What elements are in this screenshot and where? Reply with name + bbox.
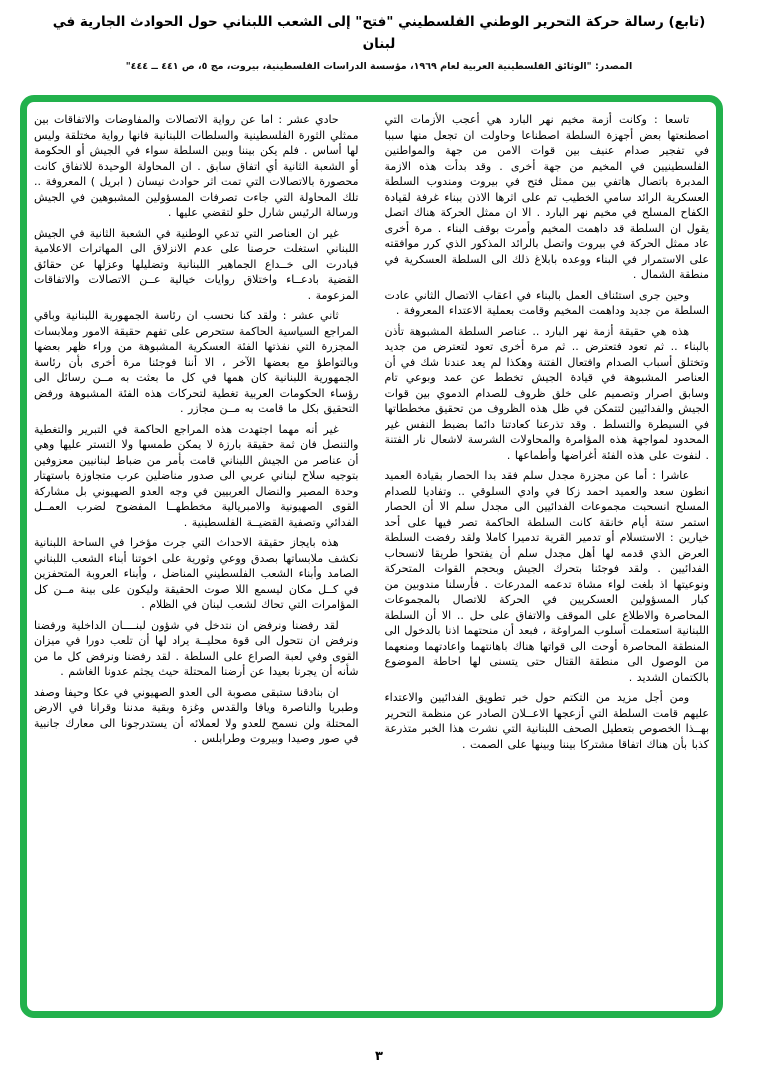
paragraph: هذه هي حقيقة أزمة نهر البارد .. عناصر السلطة المشبوهة تأذن بالبناء .. ثم تعود فتعترض .. ثم مرة أخرى تعود لتعترض من جديد وتختلق أسباب الصدام وافتعال الفتنة وهكذا لم يعد عندنا شك في أن العناصر المشبوهة في قيادة الجيش تخطط عن عمد وبوعي تام وسابق اصرار وتصميم على خلق ظروف للصدام الدموي بين قوات الجيش والفدائيين لتتمكن في ظل هذه الظروف من تحقيق مخططاتها في السيطرة والتسلط . وقد تذرعنا كعادتنا دائما بضبط النفس غير المحدود لمواجهة هذه المؤامرة والمحاولات الشرسة لاشعال نار الفتنة . لنفوت على هذه الفئة أغراضها وأطماعها . <box>384 324 709 462</box>
paragraph: غير ان العناصر التي تدعي الوطنية في الشعبة الثانية في الجيش اللبناني استغلت حرصنا على عدم الانزلاق الى المهاترات الاعلامية فبادرت الى خــداع الجماهير اللبنانية وتضليلها وعزلها عن حقائق القضية بادعــاء واختلاق روايات خيالية عــن الاتصالات والاتفاقات المزعومة . <box>34 226 359 302</box>
document-title: (تابع) رسالة حركة التحرير الوطني الفلسطيني "فتح" إلى الشعب اللبناني حول الحوادث الجارية في لبنان <box>52 14 706 52</box>
text-columns <box>34 112 709 1002</box>
document-source: المصدر: "الوثائق الفلسطينية العربية لعام ١٩٦٩، مؤسسة الدراسات الفلسطينية، بيروت، مج ٥، ص ٤٤١ ــ ٤٤٤" <box>125 61 633 73</box>
page-number: ٣ <box>375 1049 383 1064</box>
paragraph: لقد رفضنا ونرفض ان نتدخل في شؤون لبنــــان الداخلية ورفضنا ونرفض ان نتحول الى قوة محليــة يراد لها أن تلعب دورا في ميزان القوى وفي لعبة الصراع على السلطة . لقد رفضنا ونرفض كل ما من شأنه أن يجرنا بعيدا عن أرضنا المحتلة حيث يجثم عدونا الغاشم . <box>34 618 359 678</box>
column-left <box>34 112 359 1002</box>
paragraph: ثاني عشر : ولقد كنا نحسب ان رئاسة الجمهورية اللبنانية وباقي المراجع السياسية الحاكمة ستحرص على تفهم حقيقة الامور وملابسات المجزرة التي نفذتها الفئة العسكرية المشبوهة من وراء ظهر بعضها وبالتواطؤ مع بعضها الآخر ، الا أننا فوجئنا مرة أخرى بأن رئاسة الجمهورية اللبنانية كان همها في كل ما بعثت به مــن رسائل الى رؤساء الحكومات العربية تغطية لتحركات هذه الفئة المشبوهة ورفض التحقيق بكل ما قامت به مــن مجازر . <box>34 309 359 415</box>
paragraph: حادي عشر : اما عن رواية الاتصالات والمفاوضات والاتفاقات بين ممثلي الثورة الفلسطينية والسلطات اللبنانية فانها رواية مختلقة وليس لها أساس . فلم يكن بيننا وبين السلطة سواء في الجيش أو الحكومة أو الشعبة الثانية أي اتفاق سابق . ان المحاولة الوحيدة للاتفاق كانت محصورة بالاتصالات التي تمت اثر حوادث نيسان ( ابريل ) المعروفة .. تلك المحاولة التي جاءت تصرفات المسؤولين المشبوهين في الجيش ورسالة الرئيس شارل حلو لتقضي عليها . <box>34 113 359 219</box>
paragraph: ومن أجل مزيد من التكتم حول خبر تطويق الفدائيين والاعتداء عليهم قامت السلطة التي أزعجها الاعــلان الصادر عن منظمة التحرير بهــذا الخصوص بتعطيل الصحف اللبنانية التي نشرت هذا الخبر متذرعة كذبا بأن هناك اتفاقا مشتركا بيننا وبينها على الصمت . <box>384 691 709 751</box>
paragraph: هذه بايجاز حقيقة الاحداث التي جرت مؤخرا في الساحة اللبنانية نكشف ملابساتها بصدق ووعي وثورية على اخوتنا أبناء الشعب اللبناني الصامد وأبناء الشعب الفلسطيني المناضل ، وأبناء العروبة المتحفزين في كــل مكان ليسمع اللا صوت الحقيقة وليكون على بينة مــن كل المؤامرات التي تحاك لشعب لبنان في الظلام . <box>34 536 359 611</box>
paragraph: ان بنادقنا ستبقى مصوبة الى العدو الصهيوني في عكا وحيفا وصفد وطبريا والناصرة ويافا والقدس وغزة وبقية مدننا وقرانا في الارض المحتلة ولن نسمح للعدو ولا لعملائه أن يستدرجونا الى معارك جانبية في صور وصيدا وبيروت وطرابلس . <box>34 685 359 745</box>
paragraph: تاسعا : وكانت أزمة مخيم نهر البارد هي أعجب الأزمات التي اصطنعتها بعض أجهزة السلطة اصطناعا وحاولت ان تجعل منها سببا في تفجير صدام عنيف بين قوات الامن من جهة والمواطنين الفلسطينيين في المخيم من جهة أخرى . وقد بدأت هذه الازمة المدبرة باتصال هاتفي بين ممثل فتح في بيروت ومندوب السلطة العسكرية الرائد سامي الخطيب تم على اثرها الاذن ببناء غرفة لقيادة الكفاح المسلح في مخيم نهر البارد . الا ان ممثل الحركة هناك اتصل يقول ان السلطة قد داهمت المخيم وأمرت بوقف البناء . مرة أخرى عاد ممثل الحركة في بيروت واتصل بالرائد المذكور الذي كرر موافقته على الاستمرار في البناء ووعده بابلاغ ذلك الى السلطة العسكرية في منطقة الشمال . <box>384 113 709 281</box>
paragraph: وحين جرى استئناف العمل بالبناء في اعقاب الاتصال الثاني عادت السلطة من جديد وداهمت المخيم وقامت بعملية الاعتداء المعروفة . <box>384 288 709 317</box>
paragraph: غير أنه مهما اجتهدت هذه المراجع الحاكمة في التبرير والتغطية والتنصل فان ثمة حقيقة بارزة لا يمكن طمسها ولا التستر عليها وهي أن عناصر من الجيش اللبناني قامت بأمر من ضباط لبنانيين معزوفين بتوجيه سلاح لبناني عربي الى صدور مناضلين عرب متجاوزة باستهتار وحدة المصير والنضال العربيين في وجه العدو الصهيوني بل مشاركة القوى الصهيونية والامبريالية مخططهــا المفضوح لضرب العمــل الفدائي وتصفية القضيــة الفلسطينية . <box>34 422 359 529</box>
paragraph: عاشرا : أما عن مجزرة مجدل سلم فقد بدا الحصار بقيادة العميد انطون سعد والعميد احمد زكا في وادي السلوقي .. وتفاديا للصدام المسلح انسحبت مجموعات الفدائيين الى مجدل سلم الا أن الحصار استمر ستة أيام خانقة كانت السلطة الحاكمة تصر فيها على أحد خيارين : الاستسلام أو تدمير القرية تدميرا كاملا ولقد رفضت السلطة العرض الذي قدمه لها أهل مجدل سلم أن يفتحوا طريقا لانسحاب الفدائيين . ولقد فوجئنا بتحرك الجيش وبحجم القوات المتحركة ونوعيتها اذ بلغت لواء مشاة تدعمه المدرعات . فأرسلنا مندوبين من كبار المسؤولين العسكريين في الحركة للاتصال بالمجموعات المحاصرة والاطلاع على الموقف والاتفاق على حل .. الا أن السلطة اللبنانية استعملت أسلوب المراوغة ، فبعد أن منحتهما اذنا بالدخول الى المنطقة المحاصرة أوحت الى قواتها هناك باهانتهما واعادتهما ومنعهما من الوصول الى منطقة القتال حتى يتسنى لها احاطة الموضوع بالكتمان الشديد . <box>384 469 709 684</box>
column-right <box>385 112 710 1002</box>
page-header <box>0 12 758 72</box>
